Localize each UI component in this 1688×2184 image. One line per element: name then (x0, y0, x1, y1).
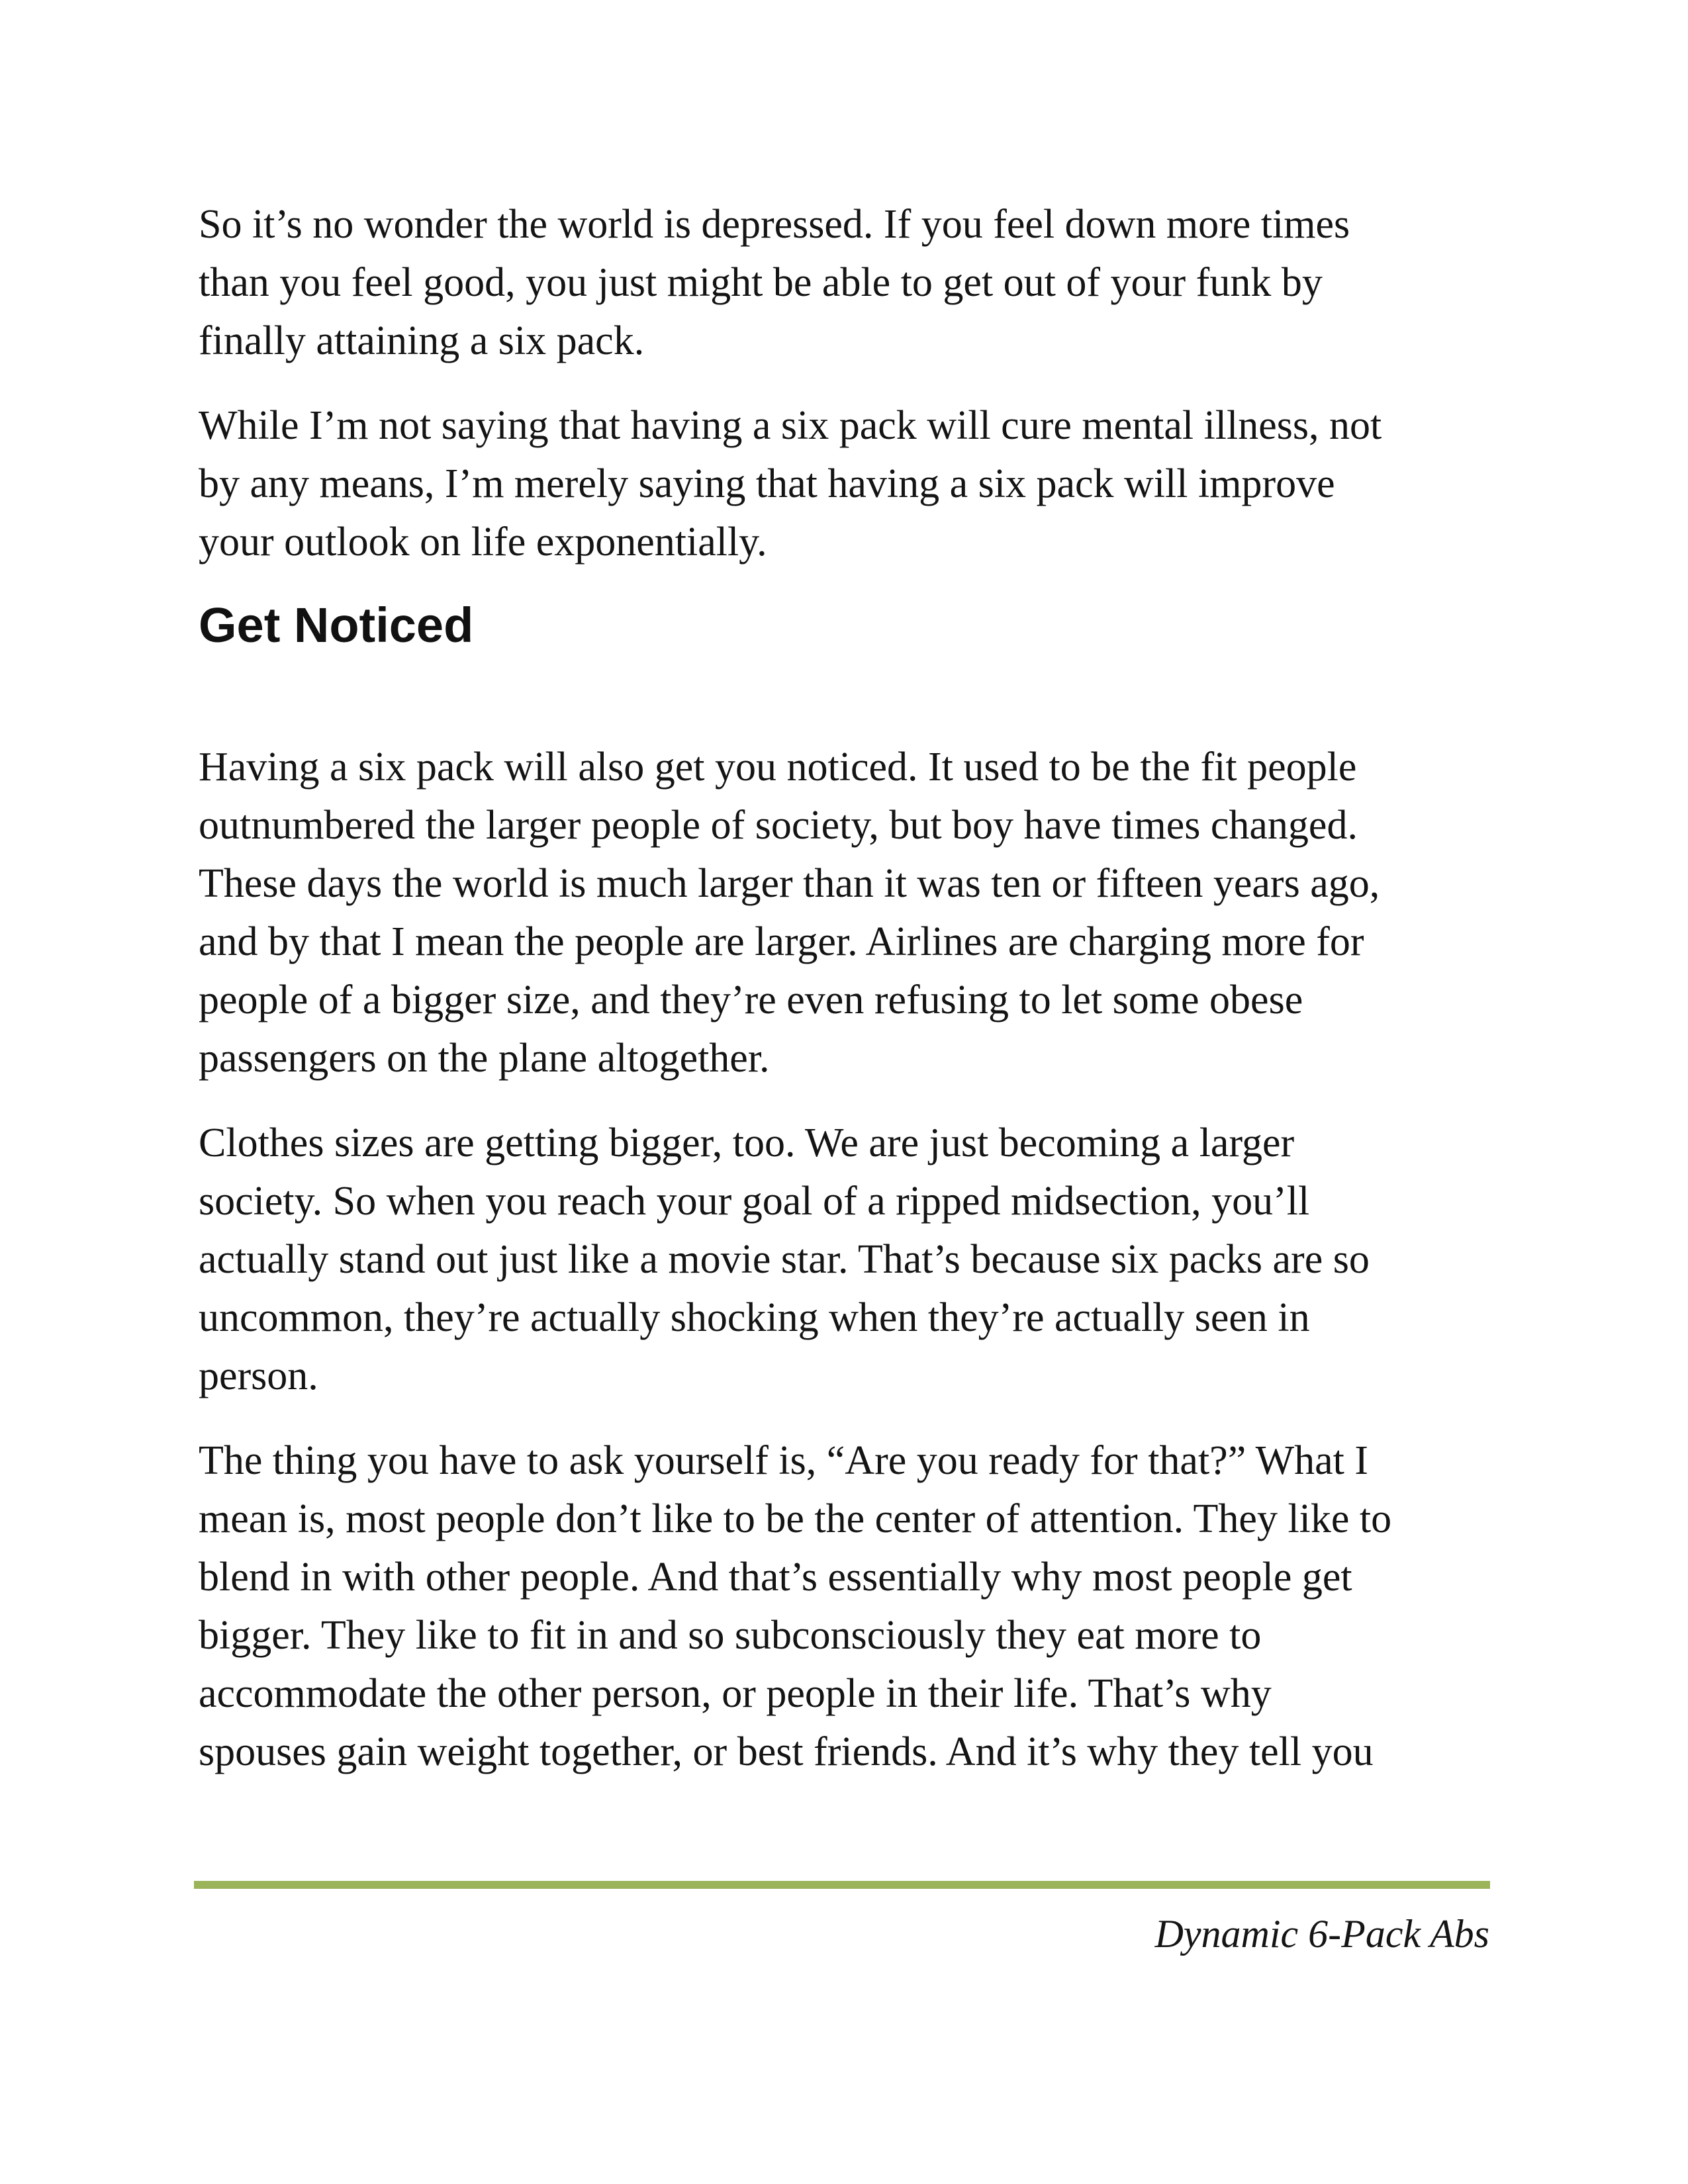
paragraph-line: These days the world is much larger than it was ten or fifteen years ago, (199, 861, 1380, 906)
paragraph-line: The thing you have to ask yourself is, “Are you ready for that?” What I (199, 1438, 1368, 1483)
paragraph-2 (199, 396, 1496, 571)
paragraph-line: by any means, I’m merely saying that having a six pack will improve (199, 461, 1335, 506)
paragraph-line: actually stand out just like a movie star. That’s because six packs are so (199, 1237, 1370, 1282)
paragraph-line: Having a six pack will also get you noticed. It used to be the fit people (199, 745, 1357, 790)
body-content (199, 195, 1496, 1807)
paragraph-5 (199, 1432, 1496, 1781)
paragraph-line: accommodate the other person, or people in their life. That’s why (199, 1671, 1272, 1716)
paragraph-line: While I’m not saying that having a six pack will cure mental illness, not (199, 403, 1382, 448)
section-heading: Get Noticed (199, 598, 474, 653)
paragraph-line: person. (199, 1353, 318, 1398)
paragraph-line: spouses gain weight together, or best friends. And it’s why they tell you (199, 1729, 1374, 1774)
paragraph-line: uncommon, they’re actually shocking when they’re actually seen in (199, 1295, 1310, 1340)
paragraph-line: So it’s no wonder the world is depressed. If you feel down more times (199, 202, 1350, 247)
paragraph-line: passengers on the plane altogether. (199, 1036, 770, 1081)
paragraph-line: finally attaining a six pack. (199, 318, 645, 363)
paragraph-line: blend in with other people. And that’s essentially why most people get (199, 1555, 1352, 1600)
paragraph-1 (199, 195, 1496, 370)
paragraph-line: your outlook on life exponentially. (199, 520, 767, 565)
paragraph-line: than you feel good, you just might be able to get out of your funk by (199, 260, 1323, 305)
paragraph-line: bigger. They like to fit in and so subconsciously they eat more to (199, 1613, 1262, 1658)
paragraph-line: outnumbered the larger people of society, but boy have times changed. (199, 803, 1358, 848)
paragraph-line: mean is, most people don’t like to be the center of attention. They like to (199, 1496, 1392, 1541)
paragraph-3 (199, 738, 1496, 1087)
paragraph-4 (199, 1114, 1496, 1405)
paragraph-line: Clothes sizes are getting bigger, too. We are just becoming a larger (199, 1120, 1295, 1165)
footer-title: Dynamic 6-Pack Abs (1154, 1912, 1489, 1956)
paragraph-line: and by that I mean the people are larger. Airlines are charging more for (199, 919, 1364, 964)
paragraph-line: society. So when you reach your goal of a ripped midsection, you’ll (199, 1179, 1310, 1224)
paragraph-line: people of a bigger size, and they’re even refusing to let some obese (199, 978, 1303, 1023)
footer-divider (194, 1881, 1490, 1889)
